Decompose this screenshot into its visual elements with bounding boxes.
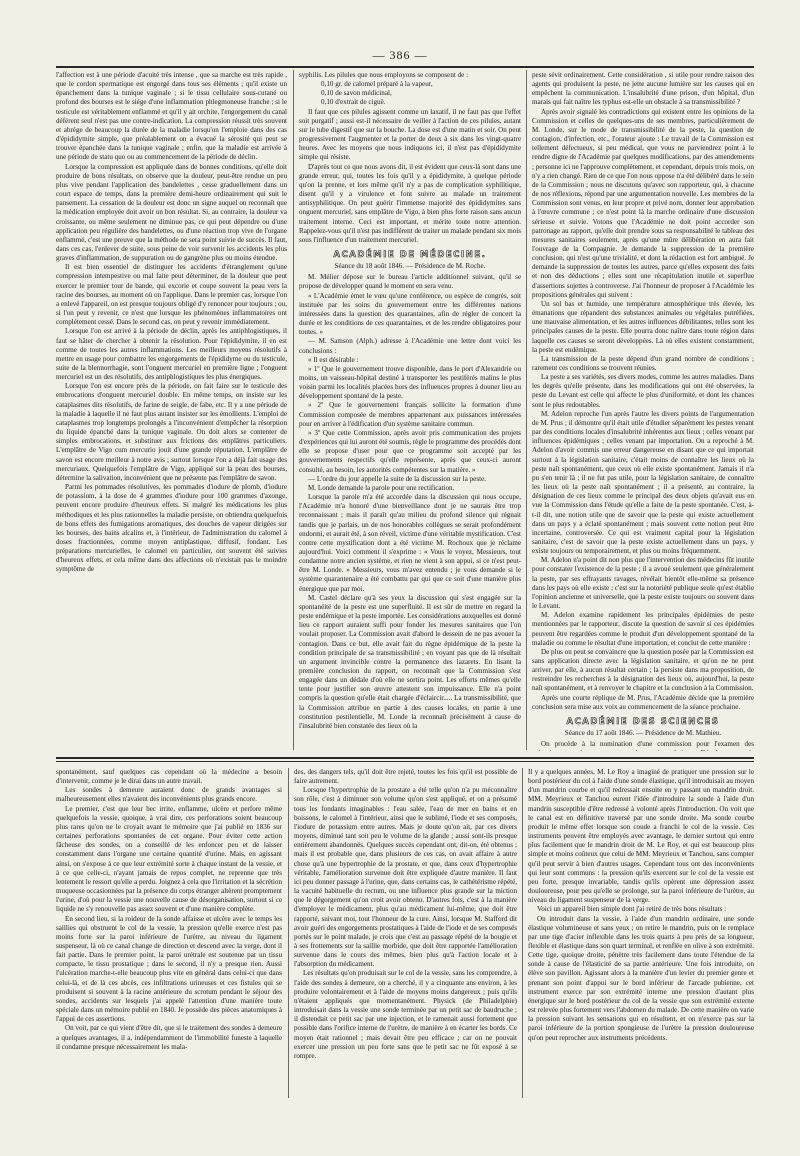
paragraph: Il faut que ces pilules agissent comme un laxatif, il ne faut pas que l'effet soit purgatif ; aussi est-il nécessaire de veiller à l'action de ces pilules, autant sur le tube digestif que sur la bouche. La dose est d'une matin et soir. On peut progressivement l'augmenter et la porter de deux à six dans les vingt-quatre heures. Avec les moyens que nous indiquons ici, il n'est pas d'épididymite simple qui résiste. <box>299 107 521 162</box>
paragraph: Il y a quelques années, M. Le Roy a imaginé de pratiquer une pression sur le bord postérieur du col à l'aide d'une sonde élastique, qu'il introduisait au moyen d'un mandrin courbe et qu'il redressait ensuite en y passant un mandrin droit. MM. Meyrieux et Tanchou eurent l'idée d'introduire la sonde à l'aide d'un mandrin susceptible d'être redressé à volonté après l'introduction. On voit que le canal est en définitive traversé par une sonde droite. Ma sonde courbe produit le même effet lorsque son coude a franchi le col de la vessie. Ces instruments peuvent être employés avec avantage, le dernier surtout qui entre plus facilement que le mandrin droit de M. Le Roy, et qui est beaucoup plus simple et moins coûteux que celui de MM. Meyrieux et Tanchou, sans compter qu'il peut servir à bien d'autres usages. Cependant tous ont des inconvénients qui leur sont communs : la pression qu'ils exercent sur le col de la vessie est peu forte, presque invariable, tandis qu'ils opèrent une dépression assez douloureuse, pour peu qu'elle se prolonge, sur la paroi inférieure de l'urètre, au niveau du ligament suspenseur de la verge. <box>528 768 754 905</box>
section-heading: ACADÉMIE DES SCIENCES <box>566 715 720 726</box>
page-number: — 386 — <box>372 48 428 62</box>
paragraph: En second lieu, si la roideur de la sonde affaisse et ulcère avec le temps les saillies qui obstruent le col de la vessie, la pression qu'elle exerce n'est pas moins forte sur la paroi inférieure de l'urètre, au niveau du ligament suspenseur, là où ce canal change de direction et descend avec la verge, dont il fait partie. Dans le premier point, la paroi urétrale est soutenue par un tissu compacte, le tissu prostatique ; dans le second, il n'y a presque rien. Aussi l'ulcération marche-t-elle beaucoup plus vite en général dans celui-ci que dans celui-là, et de là ces abcès, ces infiltrations urineuses et ces fistules qui se produisent si souvent à la racine antérieure du scrotum pendant le séjour des sondes, accidents sur lesquels j'ai appelé l'attention d'une manière toute spéciale dans un mémoire publié en 1840. Je possède des pièces anatomiques à l'appui de ces assertions. <box>56 914 282 1024</box>
paragraph: De plus on peut se convaincre que la question posée par la Commission est sans application directe avec la législation sanitaire, et qu'on ne ne peut arriver, par elle, à aucun résultat certain ; la persiste dans ma proposition, de restreindre les recherches à la désignation des lieux où, aujourd'hui, la peste naît spontanément, et à renvoyer le chapitre et la conclusion à la Commission. <box>532 647 754 693</box>
paragraph: Voici un appareil bien simple dont j'ai retiré de très bons résultats : <box>537 905 727 914</box>
header-rule <box>56 66 754 68</box>
paragraph: Lorsque la compression est appliquée dans de bonnes conditions, qu'elle doit produire de bons résultats, on observe que la douleur, peut-être rendue un peu plus vive pendant l'application des bandelettes , cesse graduellement dans un court espace de temps, dans la première demi-heure ordinairement qui suit le pansement. La cessation de la douleur est donc un signe auquel on reconnaît que la médication employée doit avoir un bon résultat. Si, au contraire, la douleur va croissante, ou même seulement ne diminue pas, ce qui peut dépendre ou d'une application peu régulière des bandelettes, ou d'une réaction trop vive de l'organe enflammé, c'est une preuve que la méthode ne sera point suivie de succès. Il faut, dans ces cas, l'enlever de suite, sous peine de voir survenir les accidents les plus graves d'inflammation, de suppuration ou de gangrène plus ou moins étendue. <box>56 162 287 263</box>
paragraph: » 2º Que le gouvernement français sollicite la formation d'une Commission composée de membres appartenant aux puissances intéressées pour en arriver à l'édification d'un système sanitaire commun. <box>299 401 521 428</box>
paragraph: On introduit dans la vessie, à l'aide d'un mandrin ordinaire, une sonde élastique volumineuse et sans yeux ; on retire le mandrin, puis on le remplace par une tige d'acier inflexible dans les trois quarts à peu près de sa longueur, flexible et élastique dans son quart terminal, et renflée en olive à son extrémité. Cette tige, quoique droite, pénètre très facilement dans toute l'étendue de la sonde à cause de l'élasticité de sa partie antérieure. Une fois introduite, on élève son pavillon. Agissant alors à la manière d'un levier du premier genre et prenant son point d'appui sur le bord inférieur de l'arcade pubienne, cet instrument exerce par son extrémité interne une pression d'autant plus énergique sur le bord postérieur du col de la vessie que son extrémité externe est relevée plus fortement vers l'abdomen du malade. De cette manière on varie la pression suivant les sensations qui en résultent, et on n'exerce pas sur la paroi inférieure de la portion spongieuse de l'urètre la pression douloureuse qu'on peut reprocher aux instruments précédents. <box>528 914 754 1042</box>
paragraph: Les sondes à demeure auraient donc de grands avantages si malheureusement elles n'avaient des inconvénients plus grands encore. <box>56 786 282 804</box>
feuilleton-rule <box>56 761 754 762</box>
paragraph: « L'Académie émet le vœu qu'une conférence, ou espèce de congrès, soit instituée par les soins du gouvernement entre les différentes nations intéressées dans la question des quarantaines, afin de régler de concert la durée et les conditions de ces quarantaines, et de les rendre obligatoires pour toutes. » <box>299 291 521 337</box>
column-divider <box>526 70 527 750</box>
paragraph: » 3º Que cette Commission, après avoir pris communication des projets d'expériences qui lui auront été soumis, règle le programme des procédés dont elle se propose d'user pour que ce programme soit accepté par les gouvernements respectifs qu'elle représente, après que ceux-ci auront consulté, au besoin, les autorités compétentes sur la matière. » <box>299 428 521 474</box>
paragraph: La peste a ses variétés, ses divers modes, comme les autres maladies. Dans les degrés qu'elle présente, dans les modifications qui ont été observées, la peste du Levant est celle qui affecte le plus d'uniformité, et dont les chances sont le plus redoutables. <box>532 373 754 409</box>
formula-line: 0,10 d'extrait de ciguë. <box>321 98 386 107</box>
paragraph: M. Mélier dépose sur le bureau l'article additionnel suivant, qu'il se propose de développer quand le moment en sera venu. <box>299 273 521 291</box>
paragraph: Après avoir signalé les contradictions qui existent entre les opinions de la Commission et celles de quelques-uns de ses membres, particulièrement de M. Londe, sur le mode de transmissibilité de la peste, la question de contagion, d'infection, etc., l'orateur ajoute : Le travail de la Commission est tellement défectueux, si peu médical, que vous ne parviendrez point à le rendre digne de l'Académie par quelques modifications, par des amendements ; personne ici ne l'approuve complètement, et cependant, depuis trois mois, on n'y a rien changé. Rien de ce que l'on nous oppose n'a été délibéré dans le sein de la Commission ; nous ne discutons qu'avec son rapporteur, qui, à chacune de nos réflexions, répond par une argumentation nouvelle. Les membres de la Commission sont venus, en leur propre et privé nom, donner leur approbation à l'œuvre commune ; ce n'est point là la marche ordinaire d'une discussion sérieuse et suivie. Votons que l'Académie ne doit point accorder son patronage au rapport, qu'elle doit prendre sous sa responsabilité le tableau des mesures sanitaires seulement, après qu'une mûre délibération en aura fait l'ouvrage de la Compagnie. Je demande la suppression de la première conclusion, qui n'est qu'une trivialité, et dont la rédaction est fort ambiguë. Je demande la suppression de toutes les autres, parce qu'elles exposent des faits et non des déductions ; elles sont une récapitulation inutile et superflue d'assertions sujettes à controverse. J'ai l'honneur de proposer à l'Académie les propositions générales qui suivent : <box>532 107 754 299</box>
paragraph: Un sol bas et humide, une température atmosphérique très élevée, les émanations que répandent des substances animales ou végétales putréfiées, une mauvaise alimentation, et les autres influences débilitantes, telles sont les principales causes de la peste. Elle pourra donc naître dans toute région dans laquelle ces causes se seront développées. Là où elles existent constamment, la peste est endémique. <box>532 299 754 354</box>
paragraph: Les résultats qu'on produisait sur le col de la vessie, sans les comprendre, à l'aide des sondes à demeure, on a cherché, il y a cinquante ans environ, à les produire volontairement et à l'aide de moyens moins dangereux ; puis qu'ils n'étaient appliqués que momentanément. Physick (de Philadelphie) introduisait dans la vessie une sonde terminée par un petit sac de baudruche ; il distendait ce petit sac par une injection, et le ramenait aussi fortement que possible dans l'orifice interne de l'urètre, de manière à en écarter les bords. Ce moyen était rationnel ; mais devait être peu efficace ; car on ne pouvait exercer une pression un peu forte sans que le petit sac ne fût exposé à se rompre. <box>294 969 517 1060</box>
column-top-left <box>56 71 287 751</box>
paragraph: M. Castel déclare qu'à ses yeux la discussion qui s'est engagée sur la spontanéité de la peste est une superfluité. Il est sûr de mettre en regard la peste endémique et la peste importée. Les considérations auxquelles est donné lieu ce rapport auraient suffi pour fonder les mesures sanitaires que l'on voulait proposer. La Commission avait d'abord le dessein de ne pas avouer la contagion. Dans ce but, elle avait fait du règne épidémique de la peste la condition principale de sa transmissibilité ; en voyant pas que de là résultait un argument invincible contre la permanence des lazarets. En lisant la première conclusion du rapport, on reconnaît que la Commission s'est engagée dans un dédale d'où elle ne sortira point. Les efforts mêmes qu'elle tente pour justifier son œuvre attestent son impuissance. Elle n'a point compris la question qu'elle était chargée d'éclaircir..... La transmissibilité, que la Commission attribue en partie à des causes locales, en partie à une constitution pestilentielle, M. Londe la reconnaît précisément à cause de l'insalubrité bien constatée des lieux où la <box>299 593 521 730</box>
column-bottom-right <box>528 768 754 1098</box>
paragraph: syphilis. Les pilules que nous employons se composent de : <box>299 71 469 79</box>
section-heading: ACADÉMIE DE MÉDECINE. <box>333 248 487 259</box>
paragraph: — M. Samson (Alph.) adresse à l'Académie une lettre dont voici les conclusions : <box>299 337 521 355</box>
paragraph: La transmission de la peste dépend d'un grand nombre de conditions ; rarement ces conditions se trouvent réunies. <box>532 354 754 372</box>
paragraph: l'affection est à une période d'acuité très intense , que sa marche est très rapide , que le cordon spermatique est engorgé dans tous ses éléments ; qu'il existe un épanchement dans la tunique vaginale ; si le tissu cellulaire sous-cutané ou profond des bourses est le siége d'une inflammation phlegmoneuse franche ; si le testicule est véritablement enflammé et qu'il y ait orchite, l'engorgement du canal déférent seul n'est pas une contre-indication. La compression réussit très souvent et abrége de beaucoup la durée de la maladie lorsqu'on l'emploie dans des cas d'épididymite simple, que préalablement on a évacué la sérosité qui peut se trouver épanchée dans la tunique vaginale ; enfin, que la maladie est arrivée à une période de statu quo ou au commencement de la période de déclin. <box>56 71 287 162</box>
session-line: Séance du 17 août 1846. — Présidence de M. Mathieu. <box>564 729 722 738</box>
column-divider <box>522 768 523 1098</box>
paragraph: M. Adelon n'a point dit non plus que l'intervention des médecins fût inutile pour constater l'existence de la peste ; il a avoué seulement que généralement la peste, par ses effrayants ravages, révélait bientôt elle-même sa présence dans les pays où elle existe ; c'est sur la notoriété publique seule qu'est établie l'opinion ancienne et universelle, que la peste existe toujours ou souvent dans le Levant. <box>532 556 754 611</box>
paragraph: M. Adelon examine rapidement les principales épidémies de peste mentionnées par le rapporteur, discute la question de savoir si ces épidémies peuvent être regardées comme le produit d'un développement spontané de la maladie ou comme le résultat d'une importation, et conclut de cette manière : <box>532 611 754 647</box>
paragraph: On procède à la nomination d'une commission pour l'examen des <box>541 740 754 749</box>
column-top-middle <box>299 71 521 751</box>
paragraph: des, des dangers tels, qu'il doit être rejeté, toutes les fois qu'il est possible de faire autrement. <box>294 768 517 786</box>
paragraph: peste sévit ordinairement. Cette considération , si utile pour rendre raison des agents qui produisent la peste, ne jette aucune lumière sur les causes qui en empêchent la communication. L'insalubrité d'une prison, d'un hôpital, d'un marais qui fait naître les typhus est-elle un obstacle à sa transmissibilité ? <box>532 71 754 107</box>
paragraph: Parmi les pommades résolutives, les pommades d'iodure de plomb, d'iodure de potassium, à la dose de 4 grammes d'iodure pour 100 grammes d'axonge, peuvent encore produire d'heureux effets. Si malgré les médications les plus méthodiques et les plus rationnelles la maladie persiste, on obtiendra quelquefois de bons effets des fumigations aromatiques, des douches de vapeur dirigées sur les bourses, des bains alcalins et, à l'intérieur, de l'administration du calomel à doses fractionnées, comme moyen antiplastique, diffusif, fondant. Les préparations mercurielles, le calomel en particulier, ont souvent été suivies d'heureux effets, et cela même dans des affections où n'existait pas le moindre symptôme de <box>56 483 287 574</box>
paragraph: On voit, par ce qui vient d'être dit, que si le traitement des sondes à demeure a quelques avantages, il a, indépendamment de l'immobilité funeste à laquelle il condamne presque nécessairement les mala- <box>56 1024 282 1051</box>
session-line: Séance du 18 août 1846. — Présidence de M. Roche. <box>334 262 486 271</box>
formula-line: 0,10 gr. de calomel préparé à la vapeur, <box>321 80 433 89</box>
column-divider <box>288 768 289 1098</box>
column-bottom-middle <box>294 768 517 1098</box>
paragraph: Lorsque l'on est arrivé à la période de déclin, après les antiphlogistiques, il faut se hâter de chercher à obtenir la résolution. Pour l'épididymite, il en est comme de toutes les autres inflammations. Les meilleurs moyens résolutifs à mettre en usage pour combattre les engorgements de l'épididyme ou du testicule, suite de la blennorrhagie, sont l'onguent mercuriel en première ligne ; l'onguent mercuriel est un des résolutifs, des antiphlogistiques les plus énergiques. <box>56 327 287 382</box>
column-bottom-left <box>56 768 282 1098</box>
column-top-right <box>532 71 754 751</box>
paragraph: D'après tout ce que nous avons dit, il est évident que ceux-là sont dans une grande erreur, qui, toutes les fois qu'il y a épididymite, à quelque période qu'on la prenne, et lors même qu'il n'y a pas de complication syphilitique, disent qu'il y a virulence et font suivre au malade un traitement antisyphilitique. On peut guérir l'immense majorité des épididymites sans onguent mercuriel, sans emplâtre de Vigo, à bien plus forte raison sans aucun traitement interne. Ceci est important, et mérite toute notre attention. Rappelez-vous qu'il n'est pas indifférent de traiter un malade pendant six mois sous l'influence d'un traitement mercuriel. <box>299 162 521 244</box>
paragraph: » 1º Que le gouvernement trouve disponible, dans le port d'Alexandrie ou moins, un vaisseau-hôpital destiné à transporter les pestiférés malins le plus voisin parmi les localités placées hors des influences propres à douner lieu au développement spontané de la peste. <box>299 364 521 401</box>
paragraph: Lorsque l'on est encore près de la période, on fait faire sur le testicule des embrocations d'onguent mercuriel double. En même temps, on insiste sur les cataplasmes dits résolutifs, de farine de seigle, de fabe, etc. Il y a une période de la maladie à laquelle il ne faut plus autant insister sur les émollients. L'emploi de cataplasmes trop longtemps prolongés a l'inconvénient d'empêcher la résorption du liquide épanché dans la tunique vaginale. On doit alors se contenter de simples embrocations, et substituer aux frictions des emplâtres particuliers. L'emplâtre de Vigo cum mercurio jouit d'une grande réputation. L'emplâtre de savon est encore meilleur à notre avis ; surtout lorsque l'on a déjà fait usage des mercuriaux. Quelquefois l'emplâtre de Vigo, appliqué sur la peau des bourses, détermine la salivation, inconvénient que ne présente pas l'emplâtre de savon. <box>56 382 287 482</box>
paragraph: Lorsque l'hypertrophie de la prostate a été telle qu'on n'a pu méconnaître son rôle, c'est à diminuer son volume qu'on s'est appliqué, et on a présumé tous les fondants imaginables : l'eau salée, l'eau de mer en bains et en boissons, le calomel à l'intérieur, ainsi que le sublimé, l'iode et ses composés, l'iodure de potassium entre autres. Mais je doute qu'on ait, par ces divers moyens, diminué tant soit peu le volume de la glande ; aussi sont-ils presque entièrement abandonnés. Quelques succès cependant ont, dit-on, été obtenus ; mais il est probable que, dans plusieurs de ces cas, on avait affaire à autre chose qu'à une hypertrophie de la prostate, et que, dans ceux d'hypertrophie véritable, l'amélioration survenue doit être expliquée d'autre manière. Il faut ici peu donner passage à l'urine, que, dans certains cas, le cathétérisme répété, la vacuité habituelle du rectum, ou une influence plus grande sur la miction que le dégorgement qu'on croit avoir obtenu. D'autres fois, c'est à la manière d'employer le médicament, plus qu'au médicament lui-même, que doit être rapporté, suivant moi, tout l'honneur de la cure. Ainsi, lorsque M. Stafford dit avoir guéri des engorgements prostatiques à l'aide de l'iode et de ses composés portés sur le point malade, je crois que c'est au passage répété de la bougie et à ses frottements sur la saillie morbide, que doit être rapportée l'amélioration survenue dans le cours des mêmes, bien plus qu'à l'action locale et à l'absorption du médicament. <box>294 786 517 969</box>
feuilleton-rule <box>56 757 754 759</box>
paragraph: M. Adelon reproche l'un après l'autre les divers points de l'argumentation de M. Prus ; il démontre qu'il était utile d'étudier séparément les pestes venant par des conditions locales d'insalubrité inhérentes aux lieux ; celles venant par influences épidémiques ; celles venant par importation. On a reproché à M. Adelon d'avoir commis une erreur dangereuse en disant que ce qui importait surtout à la législation sanitaire, c'était moins de connaître les lieux où la peste naît spontanément, que ceux où elle existe spontanément. Jamais il n'a pu s'en tenir là ; il ne fut pas utile, pour la législation sanitaire, de connaître les lieux où la peste naît spontanément ; il a présenté, au contraire, la désignation de ces lieux comme le principal des deux objets qu'avait eus en vue la Commission dans l'étude qu'elle a faite de la peste spontanée. C'est, à-t-il dit, une notion utile que de savoir que la peste qui existe actuellement dans un pays y a éclaté spontanément ; mais souvent cette notion peut être incertaine, controversée. Ce qui est vraiment capital pour la législation sanitaire, c'est de savoir que la peste existe actuellement dans un pays, y existe toujours ou temporairement, et plus ou moins fréquemment. <box>532 409 754 556</box>
column-divider <box>293 70 294 750</box>
paragraph: M. Londe demande la parole pour une rectification. <box>308 483 455 492</box>
paragraph: Après une courte réplique de M. Prus, l'Académie décide que la première conclusion sera mise aux voix au commencement de la séance prochaine. <box>532 693 754 711</box>
paragraph: « Il est désirable : <box>308 355 359 364</box>
paragraph: Le premier, c'est que leur bec irrite, enflamme, ulcère et perfore même quelquefois la vessie, quoique, à vrai dire, ces perforations soient beaucoup plus rares qu'on ne le croyait avant le mémoire que j'ai publié en 1836 sur certaines perforations spontanées de cet organe. Pour éviter cette action fâcheuse des sondes, on a conseillé de les enfoncer peu et de laisser constamment dans l'organe une certaine quantité d'urine. Mais, en agissant ainsi, on s'expose à ce que leur extrémité sorte à chaque instant de la vessie, et à ce que celle-ci, n'ayant jamais de repos complet, ne reprenne que très lentement le ressort qu'elle a perdu. Joignez à cela que l'irritation et la sécrétion muqueuse occasionnées par la présence du corps étranger altèrent promptement l'urine, d'où pour la vessie une nouvelle cause de désorganisation, surtout si ce liquide ne s'y renouvelle pas assez souvent et d'une manière complète. <box>56 804 282 914</box>
formula-line: 0,10 de savon médicinal, <box>321 89 392 98</box>
paragraph: — L'ordre du jour appelle la suite de la discussion sur la peste. <box>308 474 486 483</box>
paragraph: Lorsque la parole m'a été accordée dans la discussion qui nous occupe, l'Académie m'a honoré d'une bienveillance dont je ne saurais être trop reconnaissant ; mais il paraît qu'au milieu du profond silence qui régnait tandis que je parlais, un de nos honorables collègues se serait profondément endormi, et aurait été, à son réveil, victime d'une véritable mystification. C'est contre cette mystification dont a été victime M. Rochoux que je réclame aujourd'hui. Voici comment il s'exprime : « Vous le voyez, Messieurs, tout condamne notre ancien système, et rien ne vient à son appui, si ce n'est peut-être M. Londe. » Messieurs, vous m'avez entendu ; je vous demande si le système quarantenaire a été combattu par qui que ce soit d'une manière plus énergique que par moi. <box>299 493 521 593</box>
paragraph: Il est bien essentiel de distinguer les accidents d'étranglement qu'une compression intempestive ou mal faite peut déterminer, de la douleur que peut exercer le premier tour de bande, qui excorie et coupe souvent la peau vers la racine des bourses, au moment où on l'applique. Dans le premier cas, lorsque l'on a enlevé l'appareil, on est presque toujours obligé d'y renoncer pour toujours ; ou, si l'on peut y revenir, ce n'est que lorsque les phénomènes inflammatoires ont complétement cessé. Dans le second cas, on peut y revenir immédiatement. <box>56 263 287 327</box>
paragraph: spontanément, sauf quelques cas cependant où la médecine a besoin d'intervenir, comme je le dirai dans un autre travail. <box>56 768 282 786</box>
